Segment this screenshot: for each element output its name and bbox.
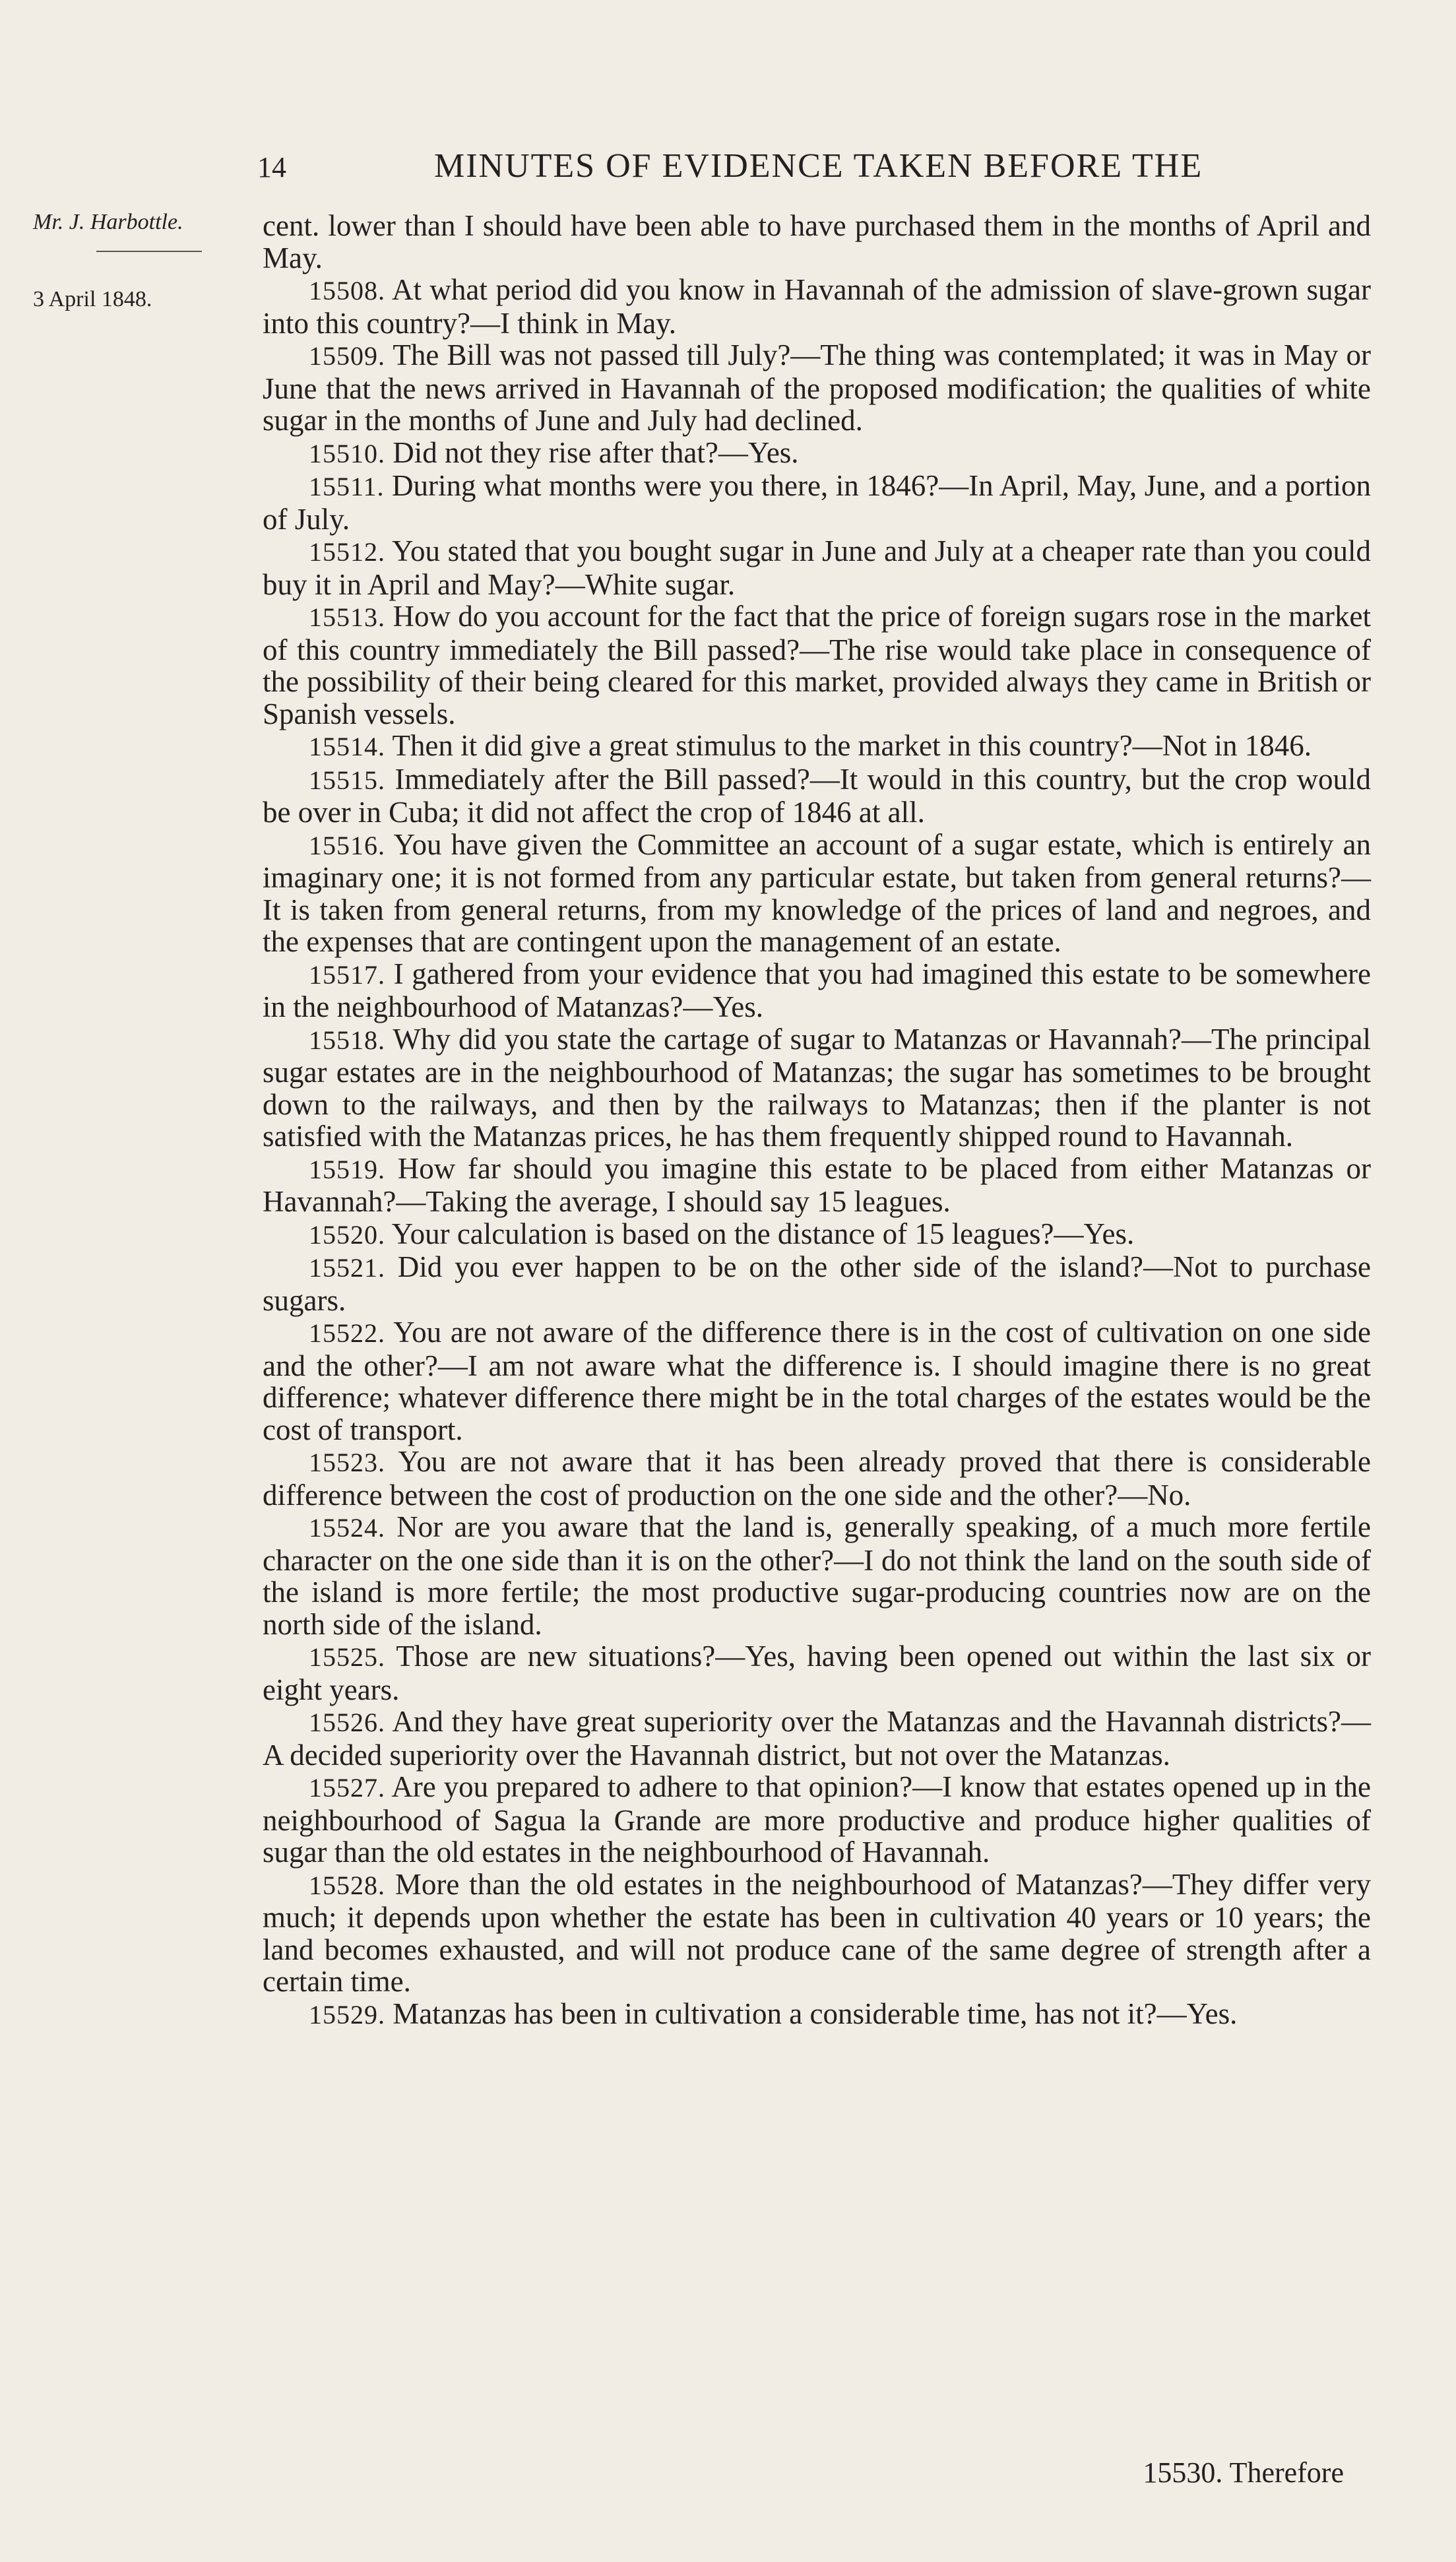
question-number: 15511. (309, 472, 385, 501)
question-number: 15514. (309, 732, 385, 761)
evidence-paragraph (263, 1218, 1371, 1252)
evidence-paragraph (263, 210, 1371, 274)
question-number: 15525. (309, 1642, 385, 1672)
paragraph-text: You are not aware of the difference there is in the cost of cultivation on one side and the other?—I am not aware what the difference is. I should imagine there is no great difference; whatever difference there might be in the total charges of the estates would be the cost of transport. (263, 1316, 1371, 1446)
paragraph-text: How do you account for the fact that the price of foreign sugars rose in the market of this country immediately the Bill passed?—The rise would take place in consequence of the possibility of their being cleared for this market, provided always they came in British or Spanish vessels. (263, 600, 1371, 730)
question-number: 15526. (309, 1708, 385, 1737)
question-number: 15509. (309, 341, 385, 371)
evidence-paragraph (263, 274, 1371, 339)
paragraph-text: During what months were you there, in 1846?—In April, May, June, and a portion of July. (263, 469, 1371, 536)
question-number: 15523. (309, 1448, 385, 1477)
paragraph-text: Matanzas has been in cultivation a considerable time, has not it?—Yes. (393, 1997, 1238, 2030)
paragraph-text: Are you prepared to adhere to that opinion?—I know that estates opened up in the neighbourhood of Sagua la Grande are more productive and produce higher qualities of sugar than the old estates in the neighbourhood of Havannah. (263, 1770, 1371, 1869)
evidence-paragraph (263, 1998, 1371, 2032)
evidence-paragraph (263, 1869, 1371, 1998)
margin-date: 3 April 1848. (33, 287, 152, 311)
question-number: 15508. (309, 276, 385, 305)
evidence-paragraph (263, 1640, 1371, 1706)
paragraph-text: cent. lower than I should have been able to have purchased them in the months of April and May. (263, 209, 1371, 274)
question-number: 15517. (309, 959, 385, 990)
page-number: 14 (257, 151, 286, 183)
paragraph-text: Those are new situations?—Yes, having been opened out within the last six or eight years. (263, 1640, 1371, 1706)
evidence-paragraph (263, 763, 1371, 829)
question-number: 15513. (309, 602, 385, 632)
margin-witness-name: Mr. J. Harbottle. (33, 210, 183, 234)
evidence-paragraph (263, 1706, 1371, 1771)
question-number: 15520. (309, 1219, 385, 1250)
margin-divider (96, 251, 202, 252)
evidence-paragraph (263, 1251, 1371, 1316)
paragraph-text: You have given the Committee an account of a sugar estate, which is entirely an imaginary one; it is not formed from any particular estate, but taken from general returns?—It is taken from general returns, from my knowledge of the prices of land and negroes, and the expenses that are contingent upon the management of an estate. (263, 827, 1371, 958)
evidence-paragraph (263, 1316, 1371, 1446)
evidence-paragraph (263, 1446, 1371, 1511)
paragraph-text: At what period did you know in Havannah of the admission of slave-grown sugar into this country?—I think in May. (263, 273, 1371, 340)
question-number: 15521. (309, 1253, 385, 1283)
evidence-body (263, 210, 1371, 2031)
paragraph-text: You stated that you bought sugar in June and July at a cheaper rate than you could buy it in April and May?—White sugar. (263, 534, 1371, 601)
evidence-paragraph (263, 829, 1371, 958)
evidence-paragraph (263, 535, 1371, 600)
evidence-paragraph (263, 600, 1371, 730)
paragraph-text: Immediately after the Bill passed?—It would in this country, but the crop would be over in Cuba; it did not affect the crop of 1846 at all. (263, 762, 1372, 829)
question-number: 15529. (309, 1999, 385, 2030)
running-title: MINUTES OF EVIDENCE TAKEN BEFORE THE (434, 147, 1203, 185)
evidence-paragraph (263, 958, 1371, 1023)
question-number: 15515. (309, 765, 385, 795)
evidence-paragraph (263, 1511, 1371, 1640)
catchword: 15530. Therefore (1143, 2456, 1344, 2489)
paragraph-text: Why did you state the cartage of sugar to Matanzas or Havannah?—The principal sugar estates are in the neighbourhood of Matanzas; the sugar has sometimes to be brought down to the railways, and then by the railways to Matanzas; then if the planter is not satisfied with the Matanzas prices, he has them frequently shipped round to Havannah. (263, 1022, 1372, 1153)
question-number: 15528. (309, 1870, 385, 1900)
evidence-paragraph (263, 437, 1371, 470)
question-number: 15527. (309, 1773, 385, 1803)
paragraph-text: I gathered from your evidence that you had imagined this estate to be somewhere in the neighbourhood of Matanzas?—Yes. (263, 957, 1372, 1023)
question-number: 15524. (309, 1513, 385, 1543)
question-number: 15510. (309, 438, 385, 468)
evidence-paragraph (263, 1153, 1371, 1218)
paragraph-text: Your calculation is based on the distance of 15 leagues?—Yes. (391, 1217, 1135, 1250)
evidence-paragraph (263, 730, 1371, 763)
question-number: 15512. (309, 537, 385, 567)
evidence-paragraph (263, 339, 1371, 437)
evidence-paragraph (263, 1771, 1371, 1869)
question-number: 15518. (309, 1025, 385, 1055)
question-number: 15522. (309, 1318, 385, 1348)
paragraph-text: You are not aware that it has been already proved that there is considerable difference between the cost of production on the one side and the other?—No. (263, 1445, 1371, 1512)
paragraph-text: How far should you imagine this estate to be placed from either Matanzas or Havannah?—Taking the average, I should say 15 leagues. (263, 1151, 1372, 1218)
paragraph-text: More than the old estates in the neighbourhood of Matanzas?—They differ very much; it depends upon whether the estate has been in cultivation 40 years or 10 years; the land becomes exhausted, and will not produce cane of the same degree of strength after a certain time. (263, 1867, 1372, 1998)
paragraph-text: And they have great superiority over the Matanzas and the Havannah districts?—A decided superiority over the Havannah district, but not over the Matanzas. (263, 1705, 1371, 1772)
question-number: 15516. (309, 830, 385, 860)
paragraph-text: Did not they rise after that?—Yes. (393, 435, 799, 469)
question-number: 15519. (309, 1154, 385, 1184)
evidence-paragraph (263, 470, 1371, 535)
paragraph-text: The Bill was not passed till July?—The thing was contemplated; it was in May or June that the news arrived in Havannah of the proposed modification; the qualities of white sugar in the months of June and July had declined. (263, 338, 1371, 437)
paragraph-text: Nor are you aware that the land is, generally speaking, of a much more fertile character on the one side than it is on the other?—I do not think the land on the south side of the island is more fertile; the most productive sugar-producing countries now are on the north side of the island. (263, 1510, 1372, 1641)
evidence-paragraph (263, 1023, 1371, 1153)
paragraph-text: Did you ever happen to be on the other side of the island?—Not to purchase sugars. (263, 1250, 1372, 1317)
page-header (257, 146, 1346, 193)
paragraph-text: Then it did give a great stimulus to the market in this country?—Not in 1846. (392, 729, 1312, 762)
